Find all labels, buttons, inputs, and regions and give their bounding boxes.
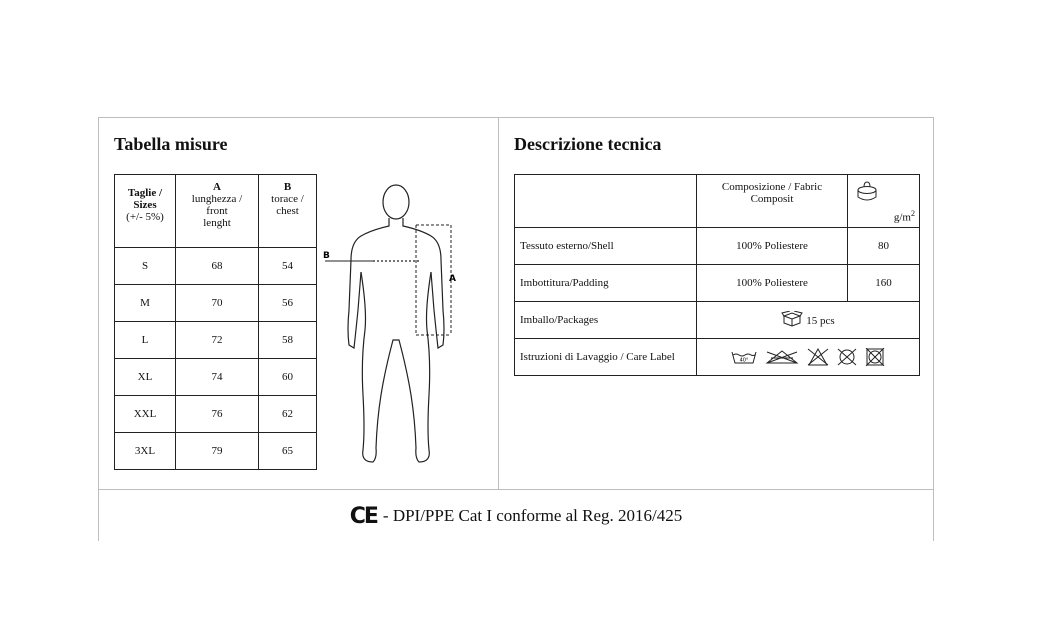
row-weight: 160 [848, 265, 920, 302]
human-silhouette-icon [348, 185, 444, 462]
table-row [115, 285, 317, 322]
table-row [115, 396, 317, 433]
row-composition: 100% Poliestere [697, 265, 848, 302]
a-cell: 74 [176, 359, 259, 396]
a-cell: 68 [176, 248, 259, 285]
b-cell: 54 [259, 248, 317, 285]
vertical-divider [498, 118, 499, 489]
body-measure-figure [321, 180, 461, 470]
size-table [114, 174, 317, 470]
care-label: Istruzioni di Lavaggio / Care Label [515, 339, 697, 376]
fabric-weight-icon [856, 181, 878, 203]
table-row [515, 228, 920, 265]
header-weight [848, 175, 920, 228]
tech-table-header [515, 175, 920, 228]
box-icon [781, 311, 803, 327]
header-composition: Composizione / Fabric Composit [697, 175, 848, 228]
packages-label: Imballo/Packages [515, 302, 697, 339]
b-cell: 62 [259, 396, 317, 433]
ce-mark-icon: CE [349, 503, 377, 529]
table-row [515, 302, 920, 339]
label-a: A [449, 274, 456, 284]
weight-unit: $g/m^2$ [893, 209, 915, 224]
table-row [115, 322, 317, 359]
tech-table [514, 174, 920, 376]
tech-table-title: Descrizione tecnica [514, 134, 662, 154]
b-cell: 58 [259, 322, 317, 359]
row-label: Imbottitura/Padding [515, 265, 697, 302]
a-cell: 79 [176, 433, 259, 470]
a-cell: 70 [176, 285, 259, 322]
size-cell: L [115, 322, 176, 359]
compliance-text: - DPI/PPE Cat I conforme al Reg. 2016/425 [382, 506, 683, 525]
size-cell: S [115, 248, 176, 285]
b-cell: 65 [259, 433, 317, 470]
row-composition: 100% Poliestere [697, 228, 848, 265]
no-bleach-icon [765, 349, 799, 365]
label-b: B [323, 251, 330, 261]
row-label: Tessuto esterno/Shell [515, 228, 697, 265]
table-row [515, 339, 920, 376]
header-b: B torace / chest [259, 175, 317, 248]
packages-value-cell [697, 302, 920, 339]
header-a: A lunghezza / front lenght [176, 175, 259, 248]
size-cell: M [115, 285, 176, 322]
header-empty [515, 175, 697, 228]
svg-text:40°: 40° [739, 357, 749, 364]
a-cell: 72 [176, 322, 259, 359]
b-cell: 56 [259, 285, 317, 322]
size-table-title: Tabella misure [114, 134, 228, 154]
wash-40-icon [731, 349, 757, 365]
no-tumble-dry-icon [807, 348, 829, 366]
size-cell: 3XL [115, 433, 176, 470]
row-weight: 80 [848, 228, 920, 265]
packages-value: 15 pcs [806, 314, 835, 327]
size-cell: XXL [115, 396, 176, 433]
spec-sheet [98, 117, 934, 541]
header-size: Taglie / Sizes (+/- 5%) [115, 175, 176, 248]
a-cell: 76 [176, 396, 259, 433]
size-table-header [115, 175, 317, 248]
table-row [515, 265, 920, 302]
compliance-footer [99, 490, 933, 542]
size-cell: XL [115, 359, 176, 396]
table-row [115, 433, 317, 470]
table-row [115, 248, 317, 285]
care-icons-cell [697, 339, 920, 376]
no-iron-icon [837, 348, 857, 366]
no-dry-clean-icon [865, 348, 885, 366]
table-row [115, 359, 317, 396]
b-cell: 60 [259, 359, 317, 396]
